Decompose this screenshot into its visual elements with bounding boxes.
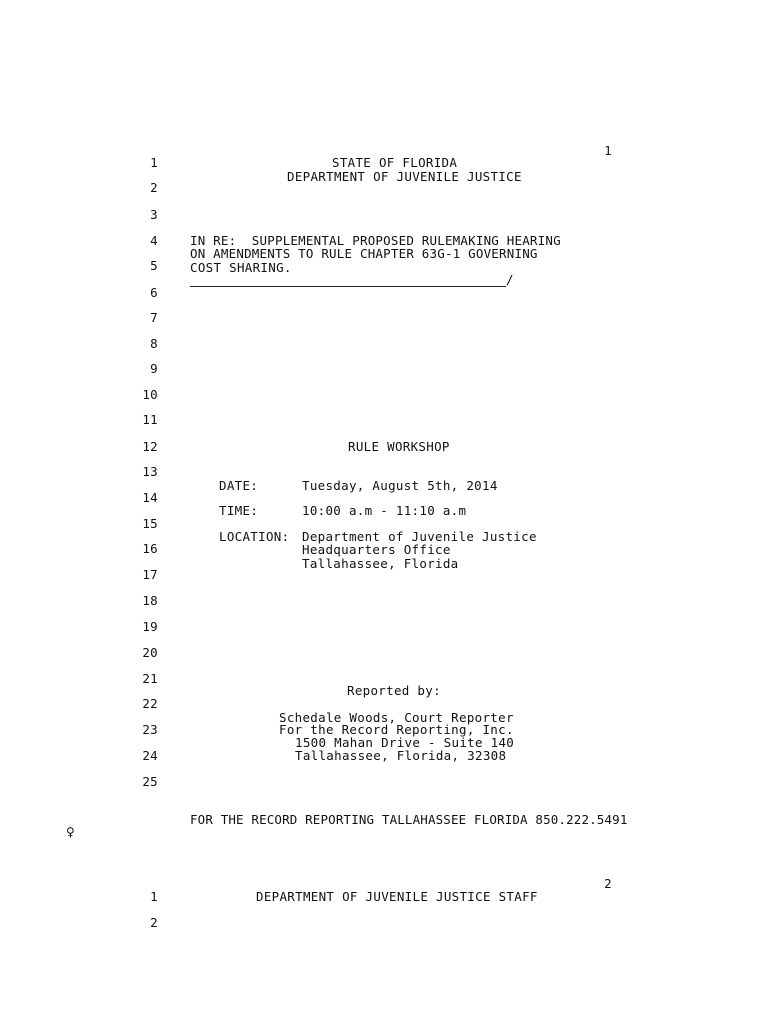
line-number: 8 — [150, 336, 158, 351]
line-number: 25 — [142, 774, 158, 789]
header-state: STATE OF FLORIDA — [332, 155, 458, 170]
line-number: 16 — [142, 541, 158, 556]
in-re-line-2: ON AMENDMENTS TO RULE CHAPTER 63G-1 GOVERNING — [190, 246, 538, 261]
workshop-title: RULE WORKSHOP — [348, 439, 450, 454]
line-number: 5 — [150, 258, 158, 273]
line-number: 1 — [150, 155, 158, 170]
in-re-line-3: COST SHARING. — [190, 260, 292, 275]
time-value: 10:00 a.m - 11:10 a.m — [302, 503, 467, 518]
line-number: 24 — [142, 748, 158, 763]
reporter-line-3: 1500 Mahan Drive - Suite 140 — [295, 735, 515, 750]
date-label: DATE: — [219, 478, 259, 493]
line-number: 4 — [150, 233, 158, 248]
time-label: TIME: — [219, 503, 259, 518]
line-number: 19 — [142, 619, 158, 634]
location-line-2: Headquarters Office — [302, 542, 451, 557]
line-number: 13 — [142, 464, 158, 479]
line-number: 12 — [142, 439, 158, 454]
line-number: 6 — [150, 285, 158, 300]
line-number: 10 — [142, 387, 158, 402]
line-number: 14 — [142, 490, 158, 505]
location-line-3: Tallahassee, Florida — [302, 556, 459, 571]
line-number: 9 — [150, 361, 158, 376]
line-number: 11 — [142, 412, 158, 427]
line-number: 3 — [150, 207, 158, 222]
line-number: 2 — [150, 915, 158, 930]
reporter-line-2: For the Record Reporting, Inc. — [279, 722, 514, 737]
location-label: LOCATION: — [219, 529, 290, 544]
reporter-line-1: Schedale Woods, Court Reporter — [279, 710, 514, 725]
page-footer: FOR THE RECORD REPORTING TALLAHASSEE FLORIDA 850.222.5491 — [190, 812, 628, 827]
line-number: 2 — [150, 180, 158, 195]
line-number: 20 — [142, 645, 158, 660]
line-number: 7 — [150, 310, 158, 325]
line-number: 23 — [142, 722, 158, 737]
in-re-line-1: IN RE: SUPPLEMENTAL PROPOSED RULEMAKING HEARING — [190, 233, 561, 248]
page-number: 2 — [604, 876, 612, 891]
staff-heading: DEPARTMENT OF JUVENILE JUSTICE STAFF — [256, 889, 538, 904]
reported-by-heading: Reported by: — [347, 683, 441, 698]
line-number: 18 — [142, 593, 158, 608]
reporter-line-4: Tallahassee, Florida, 32308 — [295, 748, 507, 763]
caption-slash: / — [506, 272, 514, 287]
header-department: DEPARTMENT OF JUVENILE JUSTICE — [287, 169, 522, 184]
line-number: 1 — [150, 889, 158, 904]
page-break-symbol: ♀ — [66, 825, 76, 839]
line-number: 21 — [142, 671, 158, 686]
location-line-1: Department of Juvenile Justice — [302, 529, 537, 544]
line-number: 17 — [142, 567, 158, 582]
line-number: 22 — [142, 696, 158, 711]
date-value: Tuesday, August 5th, 2014 — [302, 478, 498, 493]
line-number: 15 — [142, 516, 158, 531]
caption-underline — [190, 286, 506, 287]
page-number: 1 — [604, 143, 612, 158]
